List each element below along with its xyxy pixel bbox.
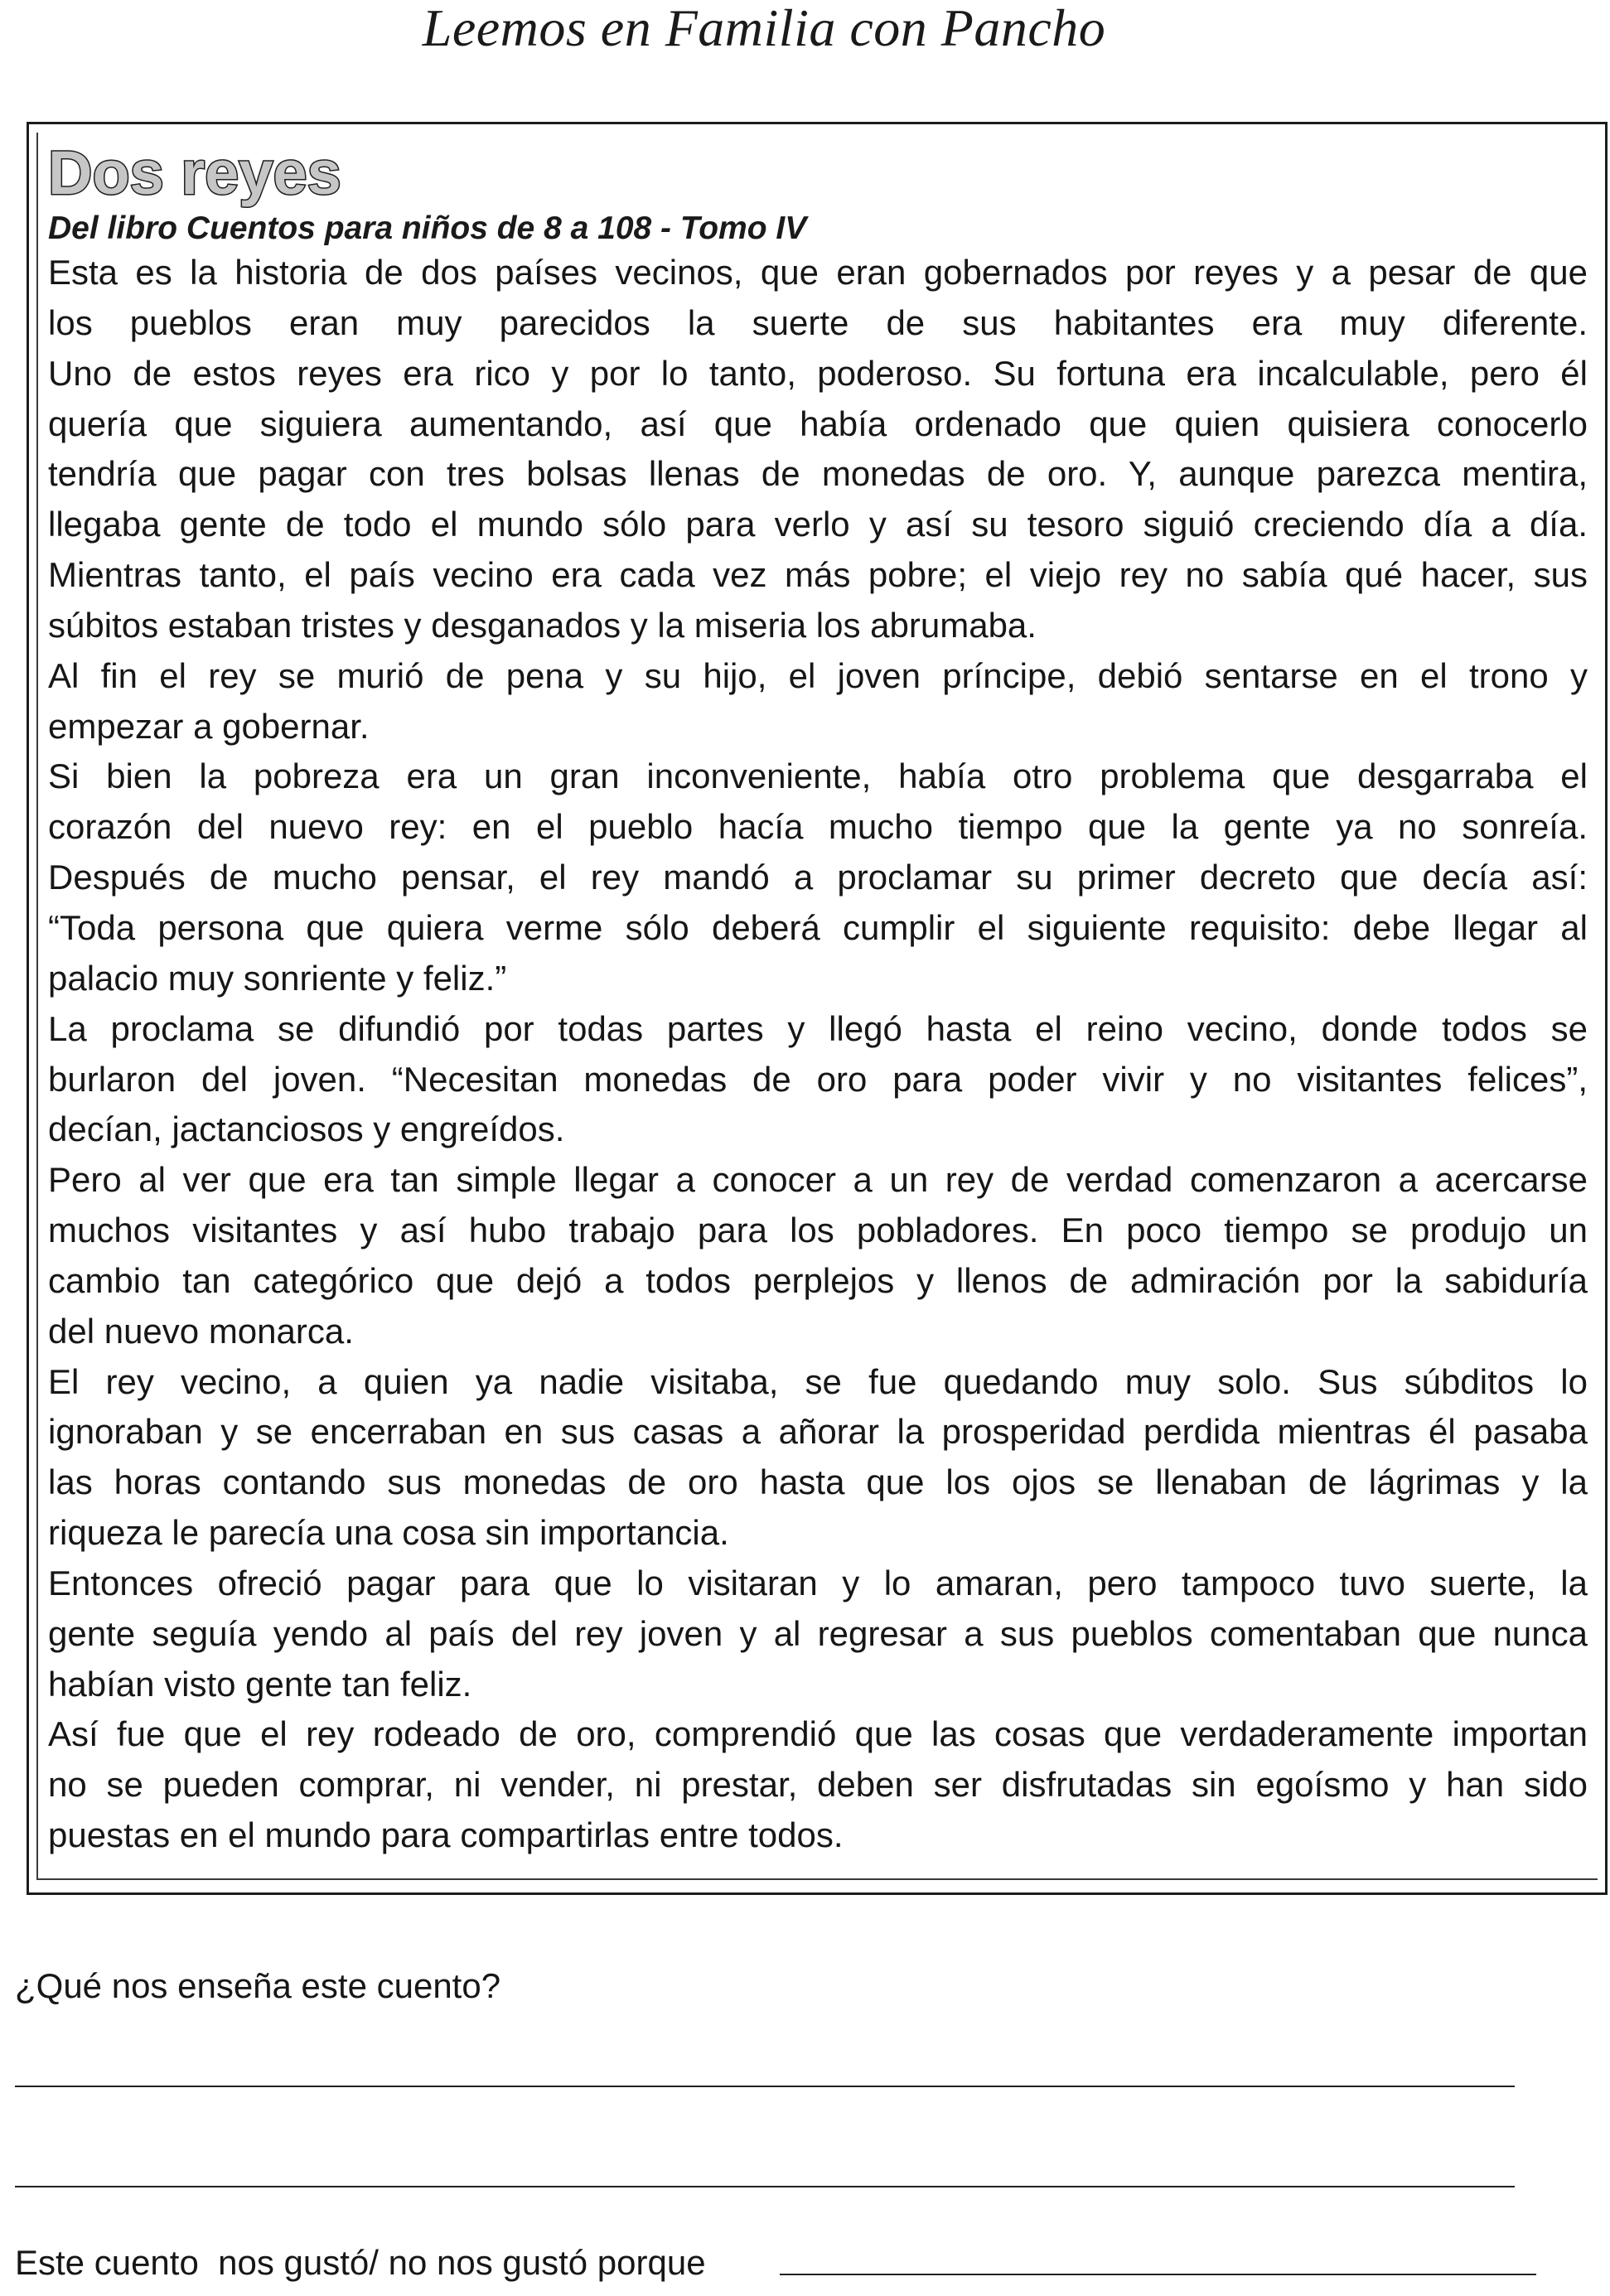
story-line: Mientras tanto, el país vecino era cada vez más pobre; el viejo rey no sabía qué hacer, sus — [48, 555, 1588, 595]
story-paragraph — [48, 1559, 1588, 1710]
story-line: Uno de estos reyes era rico y por lo tanto, poderoso. Su fortuna era incalculable, pero él — [48, 353, 1588, 393]
story-paragraph — [48, 1155, 1588, 1356]
story-line: muchos visitantes y así hubo trabajo para los pobladores. En poco tiempo se produjo un — [48, 1211, 1588, 1250]
story-line: puestas en el mundo para compartirlas entre todos. — [48, 1815, 844, 1855]
story-line: habían visto gente tan feliz. — [48, 1664, 472, 1704]
story-paragraph — [48, 1004, 1588, 1156]
opinion-question: Este cuento nos gustó/ no nos gustó porque — [15, 2243, 706, 2282]
story-paragraph — [48, 651, 1588, 752]
story-title: Dos reyes — [48, 138, 341, 207]
worksheet-header: Leemos en Familia con Pancho — [422, 0, 1106, 57]
story-line: Al fin el rey se murió de pena y su hijo, el joven príncipe, debió sentarse en el trono y — [48, 655, 1588, 695]
story-line: empezar a gobernar. — [48, 706, 370, 746]
story-paragraph — [48, 752, 1588, 1003]
answer-line-2 — [15, 2186, 1515, 2187]
story-paragraph — [48, 1709, 1588, 1861]
story-line: Si bien la pobreza era un gran inconveniente, había otro problema que desgarraba el — [48, 756, 1588, 796]
story-line: gente seguía yendo al país del rey joven y al regresar a sus pueblos comentaban que nunca — [48, 1613, 1588, 1653]
story-line: decían, jactanciosos y engreídos. — [48, 1109, 565, 1149]
lesson-question: ¿Qué nos enseña este cuento? — [15, 1966, 501, 2005]
story-line: Así fue que el rey rodeado de oro, comprendió que las cosas que verdaderamente importan — [48, 1714, 1588, 1754]
story-source: Del libro Cuentos para niños de 8 a 108 - Tomo IV — [48, 210, 807, 246]
story-paragraph — [48, 1357, 1588, 1559]
story-line: Entonces ofreció pagar para que lo visitaran y lo amaran, pero tampoco tuvo suerte, la — [48, 1563, 1588, 1602]
story-line: no se pueden comprar, ni vender, ni prestar, deben ser disfrutadas sin egoísmo y han sido — [48, 1765, 1588, 1805]
story-line: burlaron del joven. “Necesitan monedas de oro para poder vivir y no visitantes felices”, — [48, 1059, 1588, 1099]
story-line: Esta es la historia de dos países vecinos, que eran gobernados por reyes y a pesar de que — [48, 253, 1588, 292]
story-line: “Toda persona que quiera verme sólo deberá cumplir el siguiente requisito: debe llegar al — [48, 907, 1588, 947]
story-line: corazón del nuevo rey: en el pueblo hacía mucho tiempo que la gente ya no sonreía. — [48, 807, 1588, 847]
opinion-answer-line — [780, 2274, 1536, 2275]
answer-line-1 — [15, 2086, 1515, 2087]
story-line: quería que siguiera aumentando, así que había ordenado que quien quisiera conocerlo — [48, 404, 1588, 443]
story-line: los pueblos eran muy parecidos la suerte de sus habitantes era muy diferente. — [48, 302, 1588, 342]
story-line: tendría que pagar con tres bolsas llenas de monedas de oro. Y, aunque parezca mentira, — [48, 454, 1588, 494]
story-line: las horas contando sus monedas de oro hasta que los ojos se llenaban de lágrimas y la — [48, 1462, 1588, 1502]
story-line: riqueza le parecía una cosa sin importancia. — [48, 1513, 729, 1553]
story-line: La proclama se difundió por todas partes y llegó hasta el reino vecino, donde todos se — [48, 1008, 1588, 1048]
story-line: del nuevo monarca. — [48, 1311, 354, 1351]
story-line: El rey vecino, a quien ya nadie visitaba, se fue quedando muy solo. Sus súbditos lo — [48, 1361, 1588, 1401]
story-line: ignoraban y se encerraban en sus casas a añorar la prosperidad perdida mientras él pasaba — [48, 1412, 1588, 1452]
story-line: llegaba gente de todo el mundo sólo para verlo y así su tesoro siguió creciendo día a día. — [48, 505, 1588, 544]
story-line: Pero al ver que era tan simple llegar a conocer a un rey de verdad comenzaron a acercarse — [48, 1160, 1588, 1200]
story-paragraph — [48, 248, 1588, 651]
story-line: Después de mucho pensar, el rey mandó a proclamar su primer decreto que decía así: — [48, 858, 1588, 897]
story-body — [48, 248, 1588, 1861]
story-line: cambio tan categórico que dejó a todos perplejos y llenos de admiración por la sabiduría — [48, 1260, 1588, 1300]
story-line: súbitos estaban tristes y desganados y la miseria los abrumaba. — [48, 605, 1037, 645]
story-line: palacio muy sonriente y feliz.” — [48, 958, 507, 998]
